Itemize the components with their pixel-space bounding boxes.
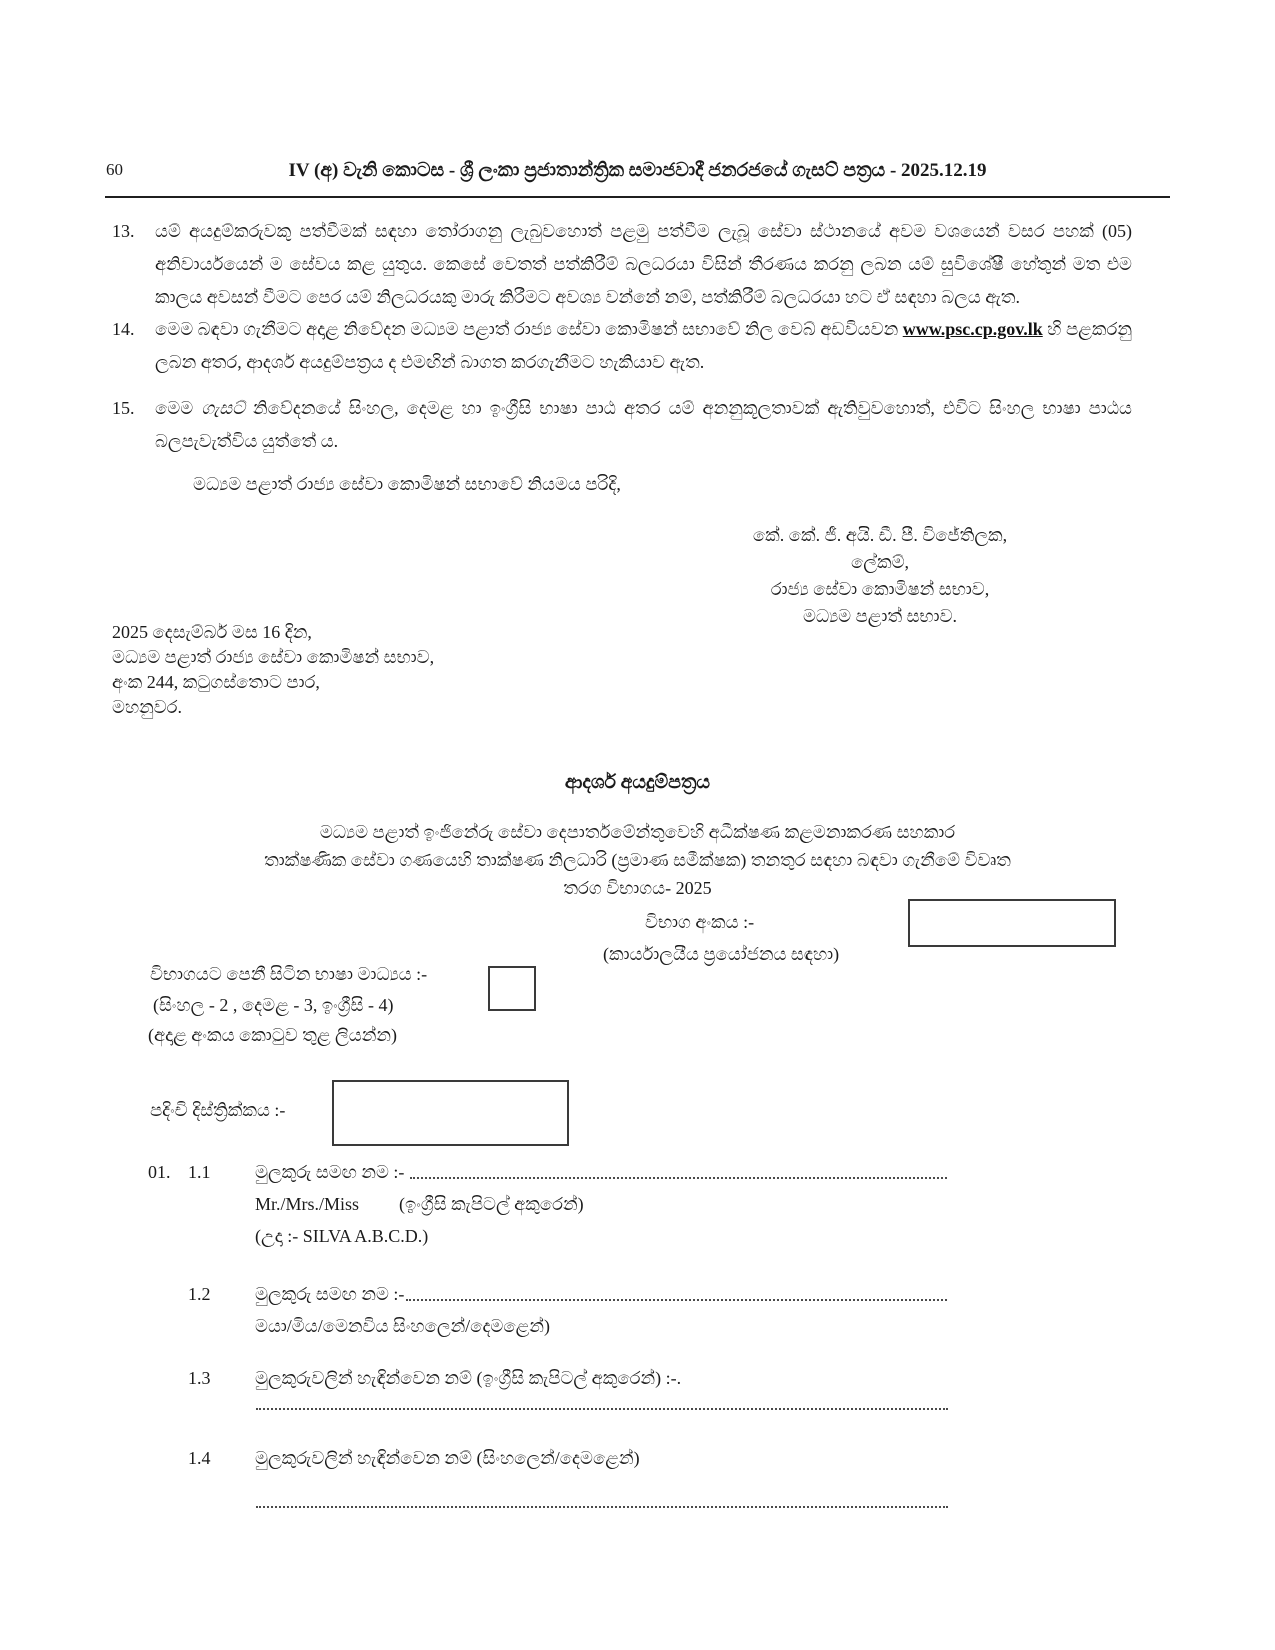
signature-block [690, 522, 1070, 630]
question-1-1-example: (උදා :- SILVA A.B.C.D.) [255, 1226, 429, 1246]
notice-number: 15. [112, 398, 135, 418]
question-1-1-row [255, 1162, 947, 1183]
dateline-address: අංක 244, කටුගස්තොට පාර, [112, 672, 320, 692]
signatory-org: රාජ්‍ය සේවා කොමිෂන් සභාව, [770, 579, 990, 599]
exam-number-label: විභාග අංකය :- [645, 912, 755, 932]
question-number-1-2: 1.2 [188, 1284, 211, 1304]
page-number: 60 [106, 160, 123, 179]
psc-website-link[interactable]: www.psc.cp.gov.lk [902, 319, 1043, 339]
form-title: ආදර්ශ අයදුම්පත්‍රය [564, 772, 711, 793]
form-subtitle-line2: තාක්ෂණික සේවා ගණයෙහි තාක්ෂණ නිලධාරි (ප්‍රමාණ සමීක්ෂක) තනතුර සඳහා බඳවා ගැනීමේ විවෘත [264, 850, 1011, 870]
signatory-name: කේ. කේ. ජී. අයි. ඩී. පී. විජේතිලක, [752, 525, 1008, 545]
language-medium-box[interactable] [488, 966, 536, 1011]
answer-line-names-sinhala[interactable] [256, 1506, 948, 1508]
notice-number: 14. [112, 319, 135, 339]
exam-number-box[interactable] [908, 899, 1116, 947]
authority-line: මධ්‍යම පළාත් රාජ්‍ය සේවා කොමිෂන් සභාවේ නියමය පරිදි, [193, 474, 621, 494]
notice-text: මෙම [155, 398, 202, 418]
gazette-word-italic: ගැසට් [201, 398, 245, 418]
answer-line-name-with-initials[interactable] [410, 1177, 947, 1179]
question-1-4-label: මුලකුරුවලින් හැඳින්වෙන නම් (සිංහලෙන්/දෙමළෙන්) [255, 1448, 640, 1468]
question-1-2-label: මුලකුරු සමඟ නම :- [255, 1284, 405, 1304]
form-subtitle-line3: තරග විභාගය- 2025 [563, 878, 712, 898]
question-number-1-1: 1.1 [188, 1162, 211, 1182]
question-1-1-note1 [255, 1194, 584, 1215]
question-number-1-4: 1.4 [188, 1448, 211, 1468]
form-subtitle [0, 818, 1275, 902]
dateline-city: මහනුවර. [112, 697, 183, 717]
language-note: (අදාළ අංකය කොටුව තුළ ලියන්න) [148, 1025, 397, 1045]
notice-item-14 [112, 313, 1132, 379]
question-1-2-note: මයා/මිය/මෙනවිය සිංහලෙන්/දෙමළෙන්) [255, 1316, 550, 1336]
page-title: IV (අ) වැනි කොටස - ශ්‍රී ලංකා ප්‍රජාතාන්ත්‍රික සමාජවාදී ජනරජයේ ගැසට් පත්‍රය - 2025.12.19 [288, 160, 987, 181]
signatory-title: ලේකම්, [850, 552, 910, 572]
notice-item-15 [112, 392, 1132, 458]
question-number-1-3: 1.3 [188, 1368, 211, 1388]
signatory-council: මධ්‍යම පළාත් සභාව. [802, 606, 958, 626]
question-outer-number: 01. [148, 1162, 171, 1182]
answer-line-names-english[interactable] [256, 1408, 948, 1410]
dateline-block [112, 620, 434, 720]
form-subtitle-line1: මධ්‍යම පළාත් ඉංජිනේරු සේවා දෙපාර්තමේන්තුවෙහි අධීක්ෂණ කළමනාකරණ සහකාර [319, 822, 956, 842]
header-rule [105, 196, 1170, 198]
question-1-1-label: මුලකුරු සමඟ නම :- [255, 1162, 405, 1182]
notice-text: මෙම බඳවා ගැනීමට අදාළ නිවේදන මධ්‍යම පළාත් රාජ්‍ය සේවා කොමිෂන් සභාවේ නිල වෙබ් අඩවියවන [155, 319, 903, 339]
exam-number-note: (කාර්යාලයීය ප්‍රයෝජනය සඳහා) [603, 944, 840, 964]
notice-text: යම් අයදුම්කරුවකු පත්වීමක් සඳහා තෝරාගනු ලැබුවහොත් පළමු පත්වීම ලැබූ සේවා ස්ථානයේ අවම වශයෙන් වසර පහක් (05) අනිවාර්යයෙන් ම සේවය කළ යුතුය. කෙසේ වෙතත් පත්කිරීම් බලධරයා විසින් තීරණය කරනු ලබන යම් සුවිශේෂී හේතුන් මත එම කාලය අවසන් වීමට පෙර යම් නිලධරයකු මාරු කිරීමට අවශ්‍ය වන්නේ නම්, පත්කිරීම් බලධරයා හට ඒ සඳහා බලය ඇත. [155, 221, 1132, 307]
answer-line-name-sinhala[interactable] [406, 1299, 947, 1301]
dateline-date: 2025 දෙසැම්බර් මස 16 දින, [112, 622, 312, 642]
district-box[interactable] [332, 1080, 569, 1146]
notice-text: නිවේදනයේ සිංහල, දෙමළ හා ඉංග්‍රීසි භාෂා පාඨ අතර යම් අනනුකූලතාවක් ඇතිවුවහොත්, එවිට සිංහල භාෂා පාඨය බලපැවැත්විය යුත්තේ ය. [155, 398, 1132, 451]
language-medium-label: විභාගයට පෙනී සිටින භාෂා මාධ්‍යය :- [150, 964, 428, 984]
notice-text: හි පළකරනු ලබන අතර, ආදර්ශ අයදුම්පත්‍රය ද එමඟින් බාගත කරගැනීමට හැකියාව ඇත. [155, 319, 1132, 372]
district-label: පදිංචි දිස්ත්‍රික්කය :- [150, 1100, 286, 1120]
notice-item-13 [112, 215, 1132, 314]
language-options: (සිංහල - 2 , දෙමළ - 3, ඉංග්‍රීසි - 4) [153, 995, 394, 1015]
capitals-note: (ඉංග්‍රීසි කැපිටල් අකුරෙන්) [399, 1194, 584, 1214]
dateline-org: මධ්‍යම පළාත් රාජ්‍ය සේවා කොමිෂන් සභාව, [112, 647, 435, 667]
salutation-options: Mr./Mrs./Miss [255, 1194, 360, 1214]
notice-number: 13. [112, 221, 135, 241]
question-1-3-label: මුලකුරුවලින් හැඳින්වෙන නම් (ඉංග්‍රීසි කැපිටල් අකුරෙන්) :-. [255, 1368, 682, 1388]
question-1-2-row [255, 1284, 947, 1305]
